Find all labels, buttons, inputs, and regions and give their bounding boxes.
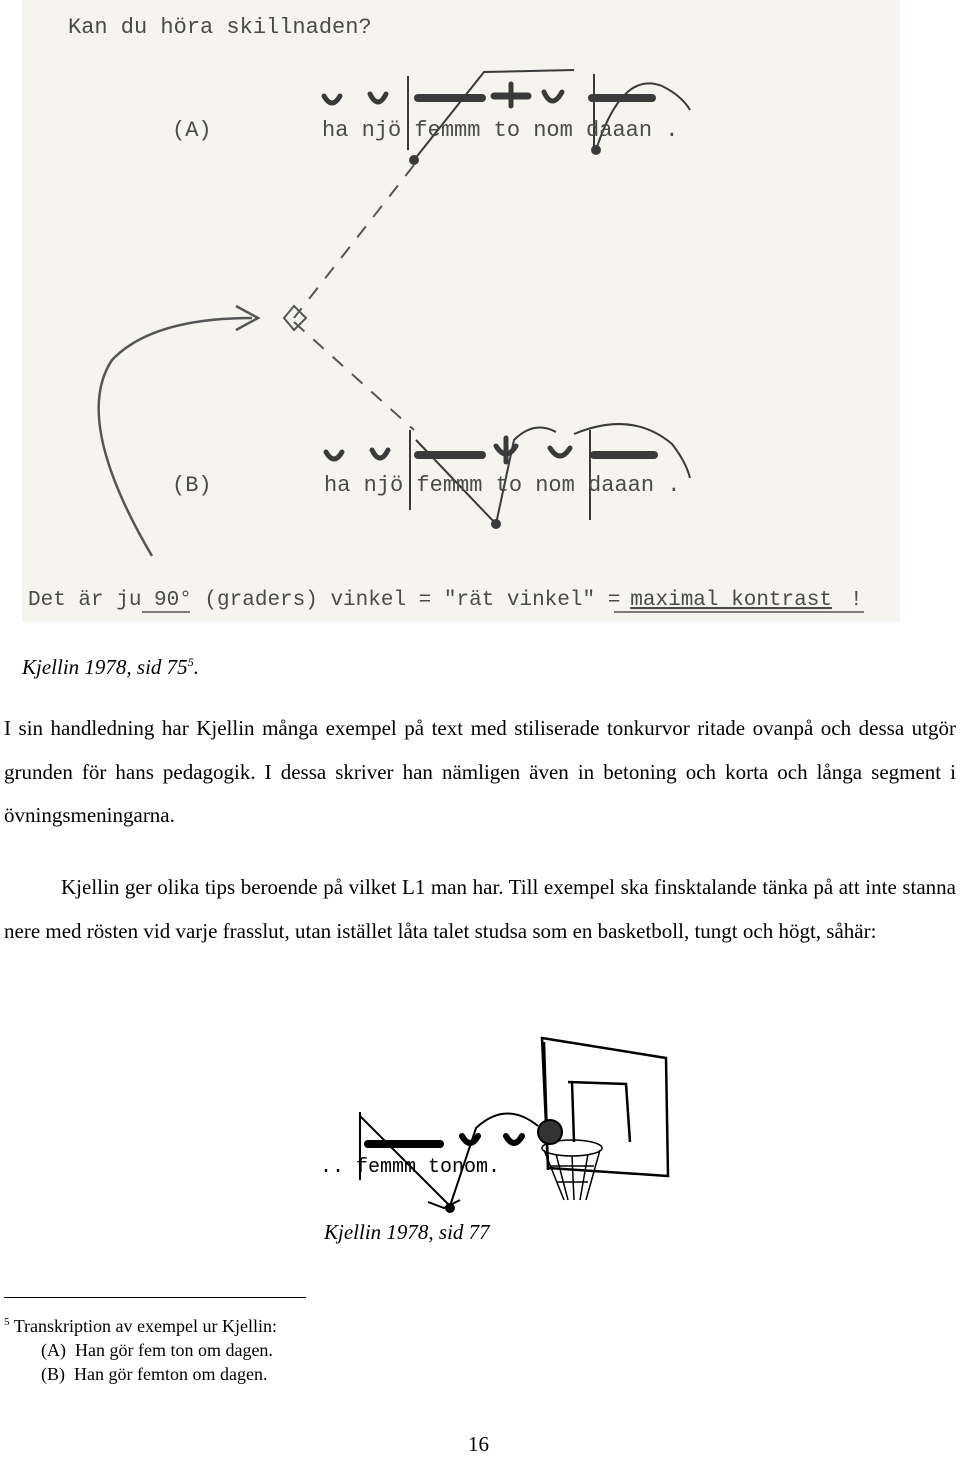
footnote-item-a: (A) Han gör fem ton om dagen. — [41, 1340, 273, 1360]
phrase-b: ha njö femmm to nom daaan . — [324, 473, 681, 498]
caption-top-text: Kjellin 1978, sid 75 — [22, 655, 188, 679]
basketball-icon — [538, 1120, 562, 1144]
footnote — [4, 1310, 277, 1386]
bounce-phrase: .. femmm tonom. — [320, 1156, 501, 1179]
caption-top-end: . — [193, 655, 199, 679]
pitch-curve-a — [408, 70, 690, 164]
right-angle-lines — [294, 165, 414, 430]
basketball-drawing — [310, 1030, 690, 1220]
conclusion-end: ! — [849, 589, 863, 612]
footnote-line — [4, 1310, 277, 1338]
figure-conclusion — [28, 589, 863, 612]
label-a: (A) — [172, 118, 212, 143]
footnote-item-b: (B) Han gör femton om dagen. — [41, 1364, 268, 1384]
footnote-text: Transkription av exempel ur Kjellin: — [13, 1316, 277, 1336]
stress-marks-bottom — [368, 1136, 522, 1144]
paragraph-2: Kjellin ger olika tips beroende på vilket L1 man har. Till exempel ska finsktalande tänka på att inte stanna nere med rösten vid varje frasslut, utan istället låta talet studsa som en basketboll, tungt och högt, såhär: — [4, 875, 956, 943]
stress-marks-b — [326, 438, 654, 462]
footnote-ref[interactable]: 5 — [187, 655, 194, 669]
conclusion-emphasis: maximal kontrast — [630, 589, 832, 612]
intonation-figure — [22, 0, 900, 622]
basketball-figure — [310, 1030, 690, 1220]
figure-title: Kan du höra skillnaden? — [68, 15, 372, 40]
stress-marks-a — [324, 84, 652, 106]
phrase-a: ha njö femmm to nom daaan . — [322, 118, 679, 143]
caption-bottom: Kjellin 1978, sid 77 — [324, 1220, 490, 1244]
footnote-divider — [4, 1297, 306, 1298]
label-b: (B) — [172, 473, 212, 498]
intonation-diagram — [22, 0, 900, 622]
paragraph-1: I sin handledning har Kjellin många exempel på text med stiliserade tonkurvor ritade ovanpå och dessa utgör grunden för hans pedagogik. I dessa skriver han nämligen även in betoning och korta och långa segment i övningsmeningarna. — [4, 716, 956, 827]
page-number: 16 — [468, 1432, 489, 1456]
footnote-number: 5 — [4, 1316, 10, 1328]
curved-arrow — [99, 318, 252, 556]
conclusion-text: Det är ju 90° (graders) vinkel = "rät vinkel" = — [28, 589, 621, 612]
caption-top — [22, 655, 199, 680]
